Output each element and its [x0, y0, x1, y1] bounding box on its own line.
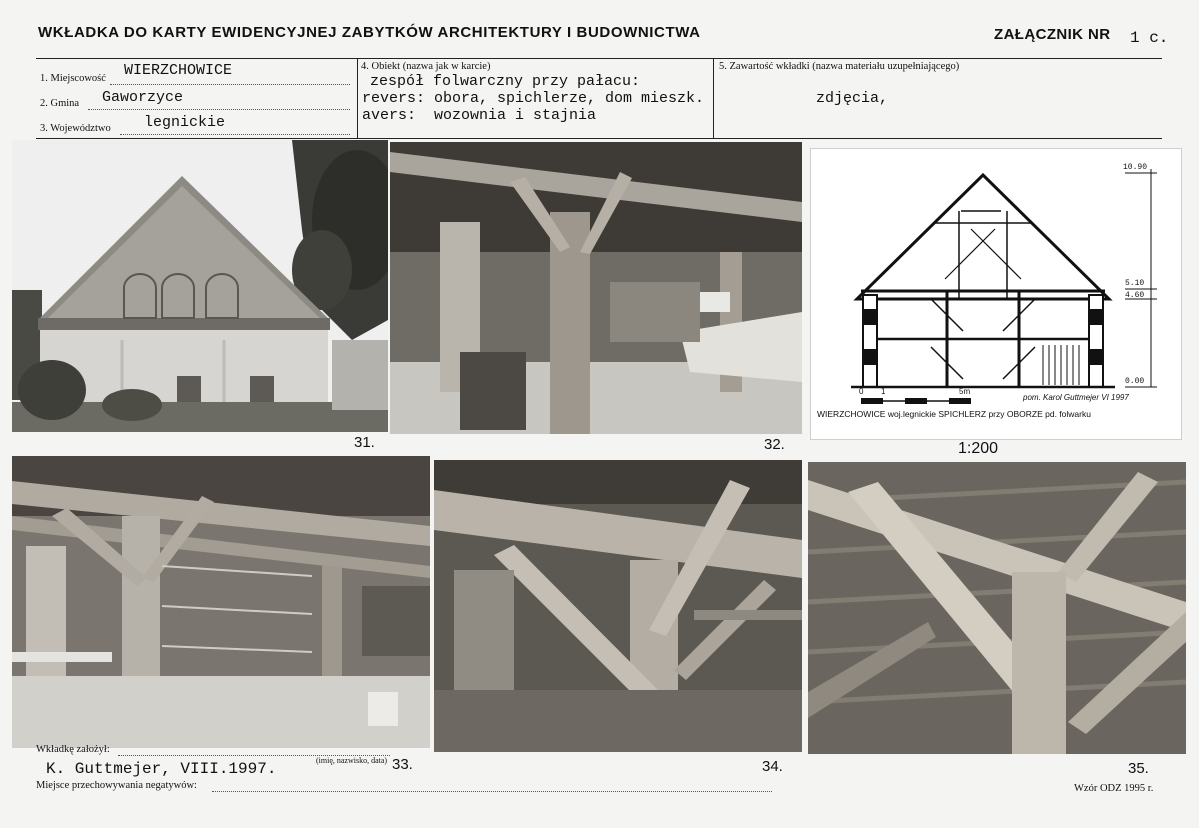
content-label: 5. Zawartość wkładki (nazwa materiału uzupełniającego): [719, 61, 960, 72]
photo-33-interior-shelves: [12, 456, 430, 748]
photo-34-number: 34.: [762, 758, 783, 775]
voivodeship-label: 3. Województwo: [40, 123, 111, 134]
voivodeship-value: legnickie: [144, 114, 226, 131]
photo-35-roof-truss: [808, 462, 1186, 754]
object-line-1: zespół folwarczny przy pałacu:: [370, 73, 641, 90]
locality-value: WIERZCHOWICE: [124, 62, 233, 79]
annex-label: ZAŁĄCZNIK NR: [994, 26, 1111, 43]
photo-31-number: 31.: [354, 434, 375, 451]
commune-value: Gaworzyce: [102, 89, 184, 106]
photo-35-number: 35.: [1128, 760, 1149, 777]
locality-dotted-line: [110, 84, 350, 85]
made-by-value: K. Guttmejer, VIII.1997.: [46, 760, 277, 778]
scale-one: 1: [881, 387, 886, 396]
form-divider-1: [357, 58, 358, 138]
negatives-label: Miejsce przechowywania negatywów:: [36, 780, 197, 791]
object-line-2: revers: obora, spichlerze, dom mieszk.: [362, 90, 705, 107]
elevation-top: 10.90: [1123, 163, 1148, 172]
voivodeship-dotted-line: [120, 134, 350, 135]
content-value: zdjęcia,: [816, 90, 889, 107]
commune-label: 2. Gmina: [40, 98, 80, 109]
scale-five: 5m: [959, 387, 971, 396]
photo-32-number: 32.: [764, 436, 785, 453]
document-title: WKŁADKA DO KARTY EWIDENCYJNEJ ZABYTKÓW ARCHITEKTURY I BUDOWNICTWA: [38, 24, 701, 41]
photo-31-granary-gable: [12, 140, 388, 432]
photo-32-interior-post: [390, 142, 802, 434]
photo-33-number: 33.: [392, 756, 413, 773]
annex-number: 1 c.: [1130, 29, 1169, 47]
form-bottom-rule: [36, 138, 1162, 139]
drawing-caption: WIERZCHOWICE woj.legnickie SPICHLERZ przy OBORZE pd. folwarku: [817, 409, 1091, 419]
object-line-3: avers: wozownia i stajnia: [362, 107, 597, 124]
locality-label: 1. Miejscowość: [40, 73, 106, 84]
object-label: 4. Obiekt (nazwa jak w karcie): [361, 61, 491, 72]
drawing-author-note: pom. Karol Guttmejer VI 1997: [1023, 393, 1129, 402]
elevation-mid-2: 4.60: [1125, 291, 1145, 300]
form-divider-2: [713, 58, 714, 138]
elevation-mid-1: 5.10: [1125, 279, 1145, 288]
form-top-rule: [36, 58, 1162, 59]
drawing-scale-ratio: 1:200: [958, 440, 999, 457]
form-model-id: Wzór ODZ 1995 r.: [1074, 783, 1154, 794]
name-date-hint: (imię, nazwisko, data): [316, 756, 388, 765]
negatives-dotted-line: [212, 791, 772, 792]
cross-section-drawing: [810, 148, 1182, 440]
elevation-zero: 0.00: [1125, 377, 1145, 386]
photo-34-post-braces: [434, 460, 802, 752]
scale-zero: 0: [859, 387, 864, 396]
commune-dotted-line: [88, 109, 350, 110]
made-by-label: Wkładkę założył:: [36, 744, 110, 755]
